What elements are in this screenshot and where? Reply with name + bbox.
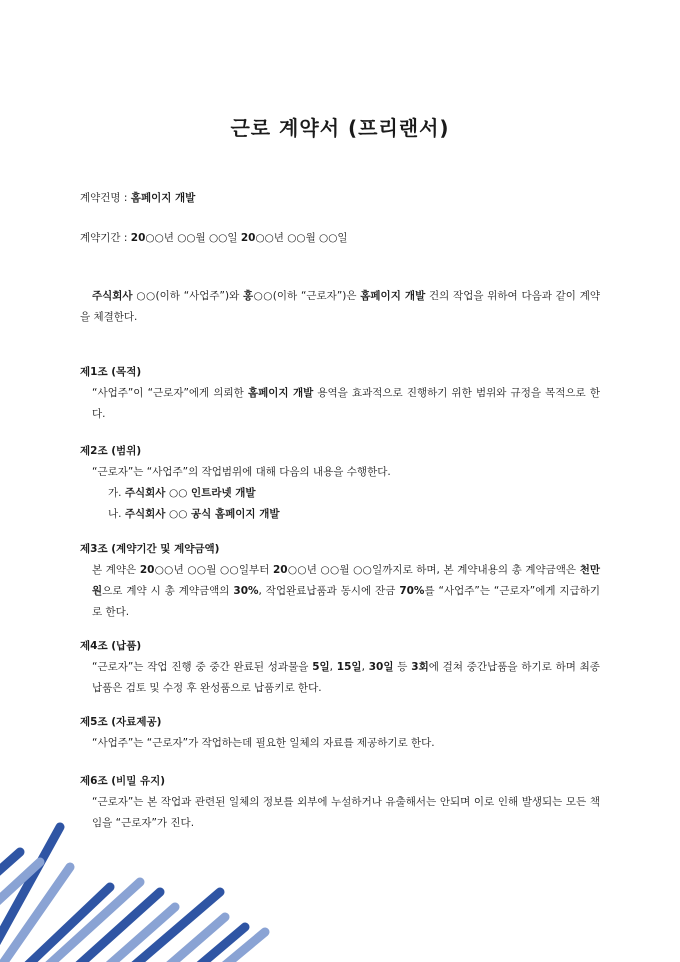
delivery-day-1: 5일 [312, 661, 330, 673]
article-3-heading: 제3조 (계약기간 및 계약금액) [80, 543, 220, 555]
article-3-year-1: 20 [139, 564, 155, 576]
article-3-body [80, 560, 600, 623]
article-4-heading: 제4조 (납품) [80, 640, 142, 652]
intro-text-3: 건의 작업을 위하여 다음과 같이 계약을 체결한다. [80, 290, 600, 323]
contract-name-label: 계약건명 : [80, 192, 131, 204]
article-1-text-1: “사업주”이 “근로자”에게 의뢰한 [92, 387, 248, 399]
article-4-sep-2: , [361, 661, 369, 673]
scope-item-text: 주식회사 ○○ 공식 홈페이지 개발 [124, 508, 280, 520]
article-1-project: 홈페이지 개발 [247, 387, 314, 399]
end-date-rest: 년 ○○월 ○○일 [273, 232, 348, 244]
article-3-text-4: 으로 계약 시 총 계약금액의 [102, 585, 234, 597]
article-1-text-2: 용역을 효과적으로 진행하기 위한 범위와 규정을 목적으로 한다. [92, 387, 600, 420]
article-3-text-1: 본 계약은 [92, 564, 140, 576]
diagonal-stripes-decoration [0, 822, 280, 962]
intro-project: 홈페이지 개발 [360, 290, 426, 302]
contract-name-value: 홈페이지 개발 [130, 192, 196, 204]
article-5 [80, 714, 600, 754]
scope-item [80, 504, 600, 525]
article-6-body: “근로자”는 본 작업과 관련된 일체의 정보를 외부에 누설하거나 유출해서는 안되며 이로 인해 발생되는 모든 책임을 “근로자”가 진다. [92, 796, 600, 829]
article-3-year-2: 20 [272, 564, 288, 576]
contract-period-label: 계약기간 : [80, 232, 131, 244]
deposit-percent: 30% [233, 585, 259, 597]
contract-name-line [80, 190, 195, 205]
article-6-heading: 제6조 (비밀 유지) [80, 775, 166, 787]
article-1-body [80, 383, 600, 425]
article-3-text-6: 를 “사업주”는 “근로자”에게 지급하기로 한다. [92, 585, 601, 618]
article-2-body: “근로자”는 “사업주”의 작업범위에 대해 다음의 내용을 수행한다. [92, 466, 391, 478]
article-3-text-3: ○○년 ○○월 ○○일까지로 하며, 본 계약내용의 총 계약금액은 [287, 564, 580, 576]
article-4-body [80, 657, 600, 699]
article-1 [80, 364, 600, 425]
intro-company: 주식회사 [92, 290, 133, 302]
article-3 [80, 541, 600, 623]
contract-period-line [80, 230, 348, 245]
start-date-rest: 년 ○○월 ○○일 [163, 232, 241, 244]
article-2-heading: 제2조 (범위) [80, 445, 142, 457]
delivery-day-3: 30일 [368, 661, 394, 673]
intro-worker: 홍 [243, 290, 254, 302]
article-4-sep-1: , [329, 661, 337, 673]
scope-item-marker: 나. [108, 508, 125, 520]
article-1-heading: 제1조 (목적) [80, 366, 142, 378]
intro-paragraph [80, 286, 600, 328]
intro-text-2: ○○(이하 “근로자”)은 [253, 290, 361, 302]
article-4-text-2: 등 [393, 661, 412, 673]
contract-amount: 천만원 [92, 564, 600, 597]
article-2 [80, 443, 600, 525]
document-title: 근로 계약서 (프리랜서) [230, 116, 450, 140]
article-4-text-3: 에 걸쳐 중간납품을 하기로 하며 최종 납품은 검토 및 수정 후 완성품으로 납품키로 한다. [92, 661, 600, 694]
article-4-text-1: “근로자”는 작업 진행 중 중간 완료된 성과물을 [92, 661, 313, 673]
scope-item-marker: 가. [108, 487, 125, 499]
intro-text-1: ○○(이하 “사업주”)와 [132, 290, 244, 302]
delivery-count: 3회 [411, 661, 429, 673]
scope-item-text: 주식회사 ○○ 인트라넷 개발 [124, 487, 256, 499]
delivery-day-2: 15일 [336, 661, 362, 673]
start-year: 20○○ [130, 232, 164, 244]
article-4 [80, 638, 600, 699]
end-year: 20○○ [240, 232, 274, 244]
article-3-text-2: ○○년 ○○월 ○○일부터 [154, 564, 273, 576]
article-3-text-5: , 작업완료납품과 동시에 잔금 [258, 585, 400, 597]
article-5-heading: 제5조 (자료제공) [80, 716, 162, 728]
article-5-body: “사업주”는 “근로자”가 작업하는데 필요한 일체의 자료를 제공하기로 한다. [92, 737, 435, 749]
balance-percent: 70% [399, 585, 425, 597]
scope-item [80, 483, 600, 504]
